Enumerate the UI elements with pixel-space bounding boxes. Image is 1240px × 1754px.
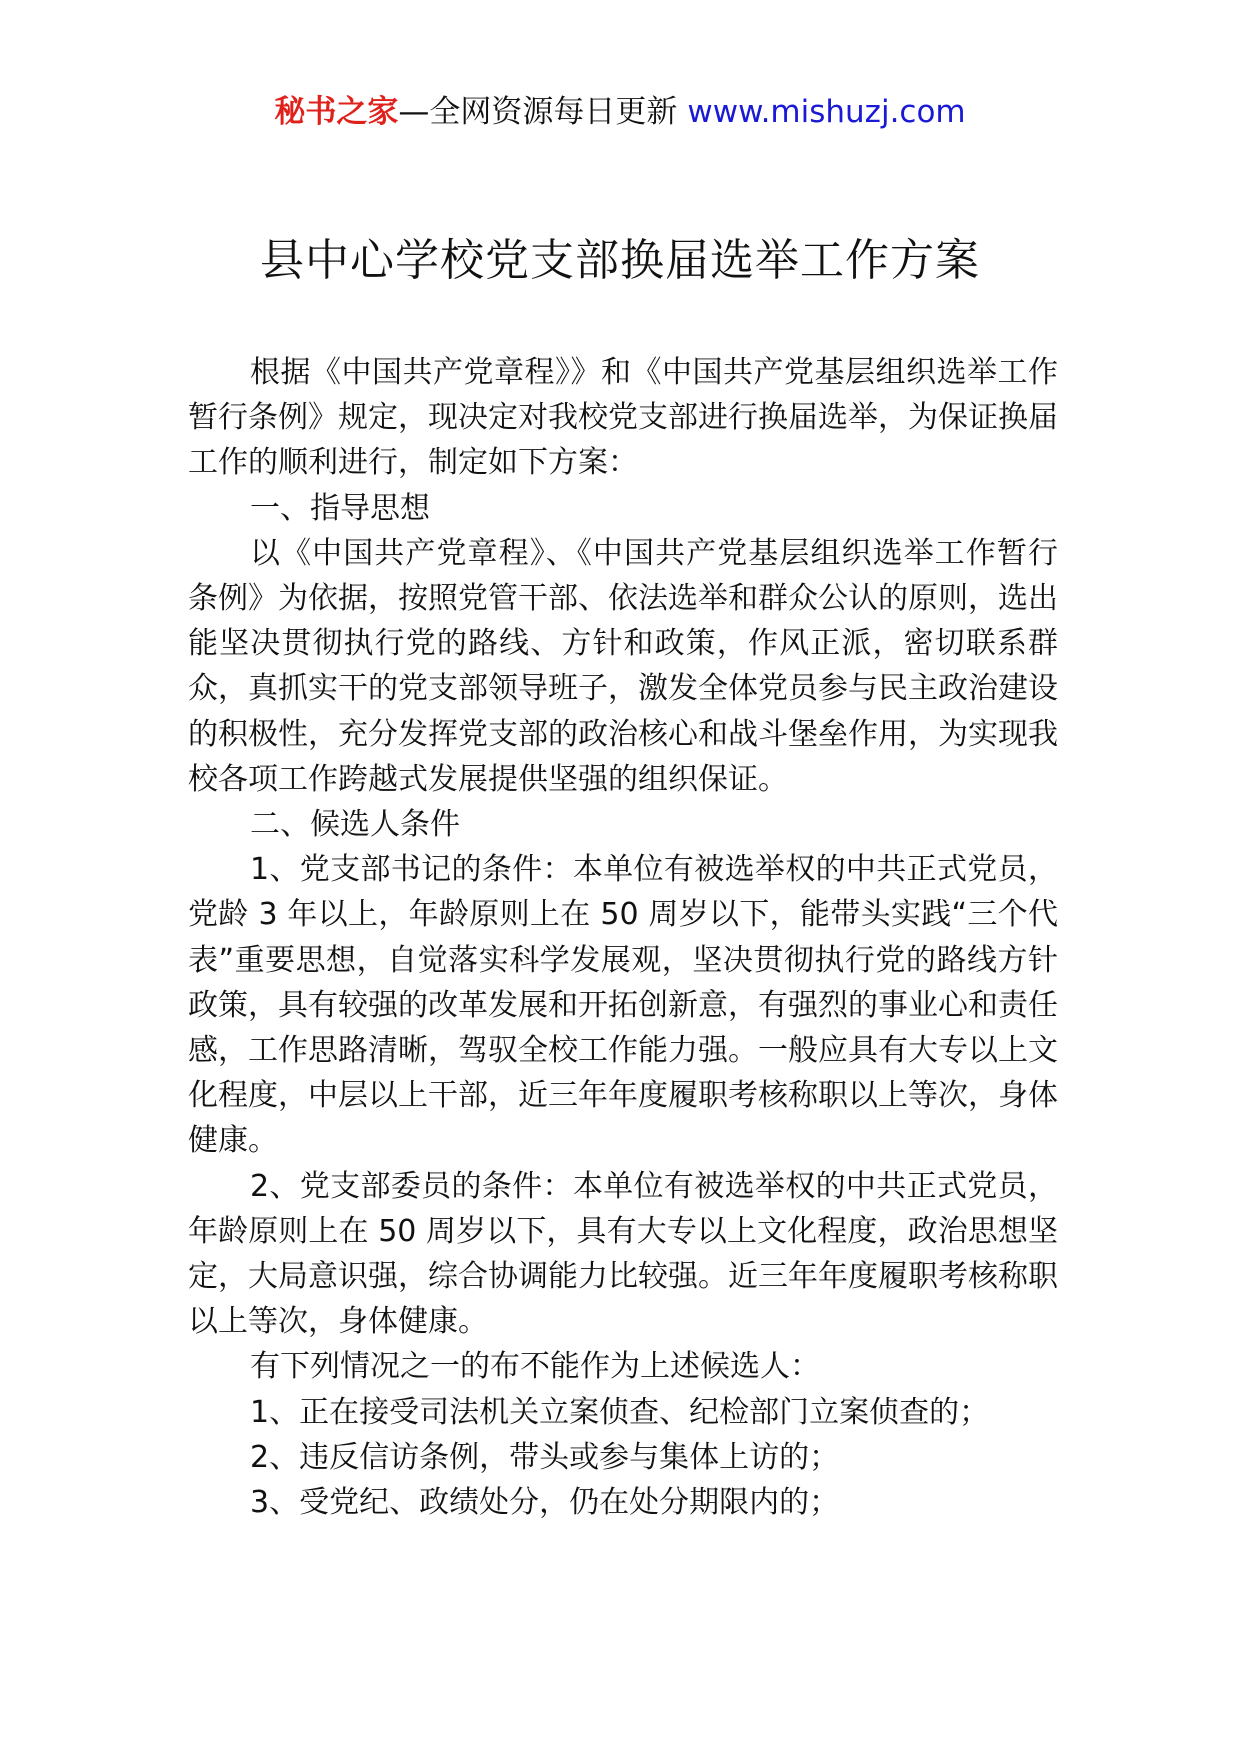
list-item-exclusion-1: 1、正在接受司法机关立案侦查、纪检部门立案侦查的； [250, 1394, 990, 1430]
document-body [188, 350, 1058, 1525]
site-header [0, 92, 1240, 132]
list-item-exclusion-2: 2、违反信访条例，带头或参与集体上访的； [250, 1439, 840, 1475]
brand-name: 秘书之家 [274, 94, 399, 130]
paragraph-guiding-ideology: 以《中国共产党章程》、《中国共产党基层组织选举工作暂行条例》为依据，按照党管干部、依法选举和群众公认的原则，选出能坚决贯彻执行党的路线、方针和政策，作风正派，密切联系群众，真抓实干的党支部领导班子，激发全体党员参与民主政治建设的积极性，充分发挥党支部的政治核心和战斗堡垒作用，为实现我校各项工作跨越式发展提供坚强的组织保证。 [188, 535, 1058, 797]
site-url-link[interactable]: www.mishuzj.com [687, 94, 966, 130]
section-heading-candidate-conditions: 二、候选人条件 [250, 807, 460, 843]
document-title: 县中心学校党支部换届选举工作方案 [260, 235, 980, 286]
paragraph-secretary-conditions: 1、党支部书记的条件：本单位有被选举权的中共正式党员，党龄 3 年以上，年龄原则上在 50 周岁以下，能带头实践“三个代表”重要思想，自觉落实科学发展观，坚决贯彻执行党的路线方针政策，具有较强的改革发展和开拓创新意，有强烈的事业心和责任感，工作思路清晰，驾驭全校工作能力强。一般应具有大专以上文化程度，中层以上干部，近三年年度履职考核称职以上等次，身体健康。 [188, 852, 1058, 1159]
section-heading-guiding-ideology: 一、指导思想 [250, 490, 430, 526]
header-slogan: —全网资源每日更新 [398, 94, 678, 130]
paragraph-exclusions-intro: 有下列情况之一的布不能作为上述候选人： [250, 1349, 820, 1385]
paragraph-intro: 根据《中国共产党章程》》和《中国共产党基层组织选举工作暂行条例》规定，现决定对我校党支部进行换届选举，为保证换届工作的顺利进行，制定如下方案： [188, 355, 1058, 481]
list-item-exclusion-3: 3、受党纪、政绩处分，仍在处分期限内的； [250, 1485, 840, 1521]
paragraph-committee-member-conditions: 2、党支部委员的条件：本单位有被选举权的中共正式党员，年龄原则上在 50 周岁以下，具有大专以上文化程度，政治思想坚定，大局意识强，综合协调能力比较强。近三年年度履职考核称职以上等次，身体健康。 [188, 1168, 1058, 1340]
